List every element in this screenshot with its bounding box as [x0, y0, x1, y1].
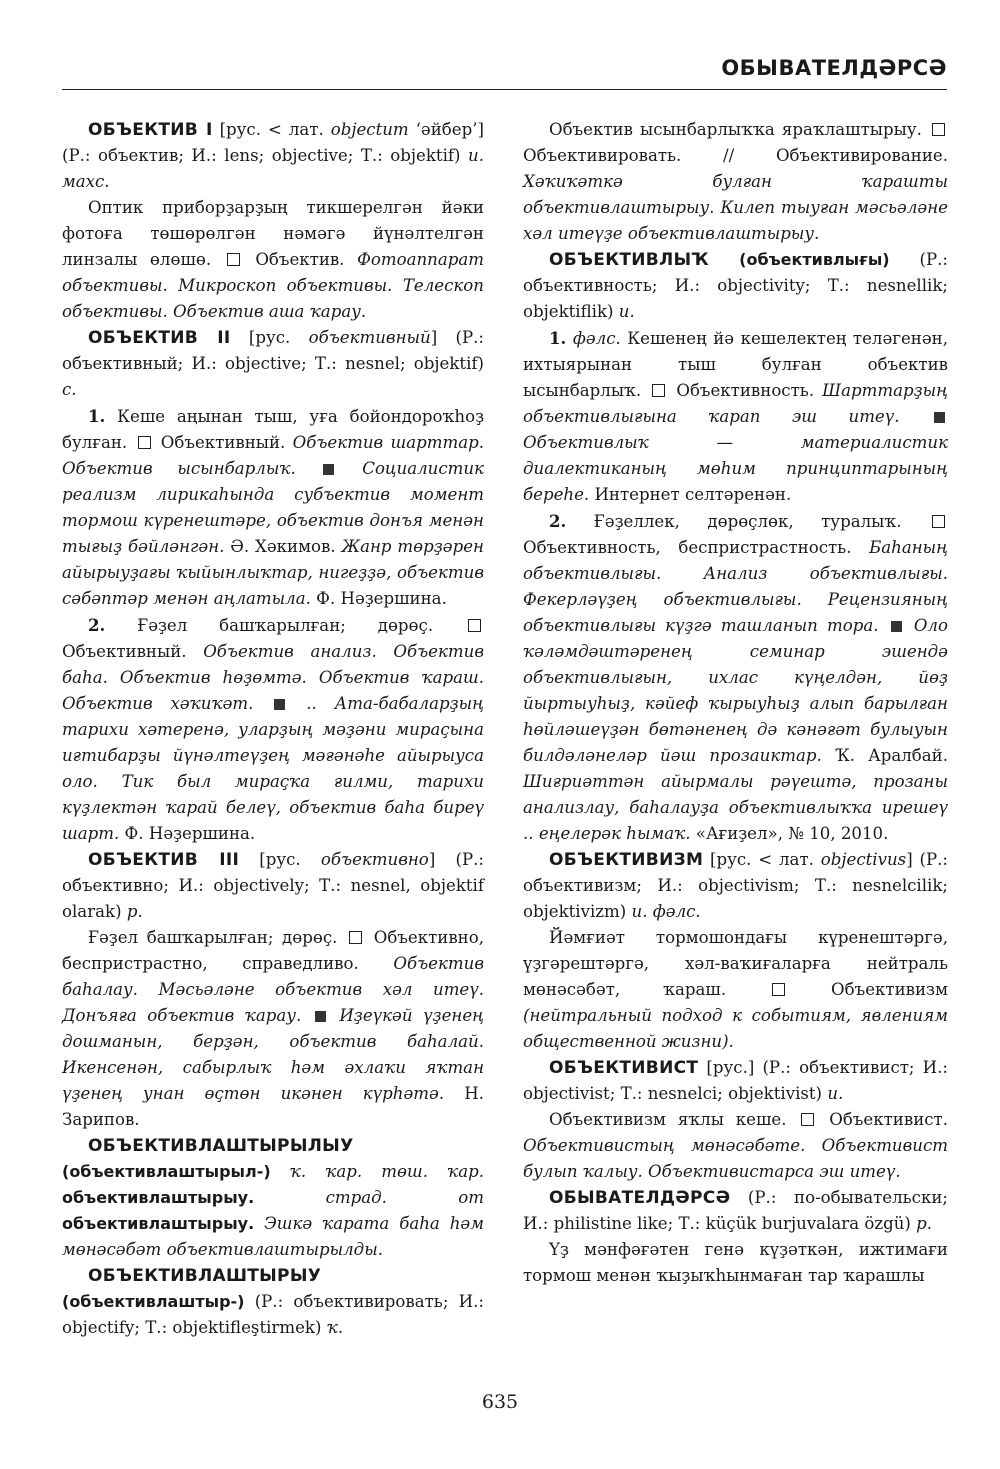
entry-text: Ғәҙеллек, дөрөҫлөк, туралыҡ. — [566, 512, 929, 531]
entry-text — [337, 459, 362, 478]
entry-paragraph — [62, 1263, 484, 1341]
entry-paragraph — [523, 847, 948, 925]
entry-text: Объективлыҡ — материалистик диалектиканың мөһим принциптарының береһе. — [523, 433, 948, 504]
entry-text: (объективлығы) — [708, 250, 890, 269]
entry-paragraph — [62, 117, 484, 195]
entry-text: [рус. < лат. — [703, 850, 821, 869]
filled-square-icon — [934, 412, 945, 423]
entry-text: Ф. Нәҙершина. — [119, 824, 256, 843]
entry-text: (Р.: по-обывательски; И.: philistine like; Т.: küçük burjuvalara özgü) — [523, 1188, 948, 1233]
entry-text — [254, 1188, 325, 1207]
entry-paragraph — [523, 117, 948, 247]
empty-square-icon — [138, 436, 151, 449]
entry-text: и. фәлс. — [631, 902, 701, 921]
filled-square-icon — [891, 621, 902, 632]
empty-square-icon — [652, 384, 665, 397]
entry-text — [254, 1214, 264, 1233]
entry-text: и. — [827, 1084, 844, 1103]
filled-square-icon — [274, 699, 285, 710]
entry-text — [879, 616, 888, 635]
entry-paragraph — [523, 508, 948, 847]
entry-text: Объективировать. // Объективирование. — [523, 146, 948, 165]
empty-square-icon — [468, 619, 481, 632]
filled-square-icon — [323, 464, 334, 475]
right-column — [523, 117, 948, 1289]
entry-text: Объектив ысынбарлыҡҡа яраҡлаштырыу. — [549, 120, 929, 139]
entry-text: Үҙ мәнфәғәтен генә күҙәткән, ижтимағи тормош менән ҡыҙыҡһынмаған тар ҡарашлы — [523, 1240, 948, 1285]
entry-paragraph — [523, 1237, 948, 1289]
header-rule — [62, 89, 947, 90]
entry-text: фәлс. — [572, 329, 621, 348]
entry-text: Ғәҙел башҡарылған; дөрөҫ. — [88, 928, 347, 947]
entry-text: ] (Р.: объективный; И.: objective; Т.: nesnel; objektif) — [62, 328, 484, 373]
filled-square-icon — [315, 1011, 326, 1022]
entry-text: Объективизм яҡлы кеше. — [549, 1110, 799, 1129]
entry-text: (Р.: объективировать; И.: objectify; Т.: objektifleştirmek) — [62, 1292, 484, 1337]
entry-text: Объектив баһалау. Мәсьәләне объектив хәл итеү. Донъяға объектив ҡарау. — [62, 954, 484, 1025]
entry-text: объективно — [320, 850, 429, 869]
entry-text: Оптик приборҙарҙың тикшерелгән йәки фотоға төшөрөлгән нәмәгә йүнәлтелгән линзалы өлөшө. — [62, 198, 484, 269]
entry-paragraph — [523, 325, 948, 508]
entry-text: объективлаштырыу. — [62, 1214, 255, 1233]
entry-text — [296, 459, 321, 478]
entry-paragraph — [62, 847, 484, 925]
entry-text: и. — [618, 302, 635, 321]
entry-paragraph — [523, 1107, 948, 1185]
entry-text: Ҡ. Аралбай. — [821, 746, 948, 765]
entry-paragraph — [62, 403, 484, 612]
entry-text: Интернет селтәренән. — [589, 485, 792, 504]
entry-text: Хәҡиҡәткә булған ҡарашты объективлаштырыу. Килеп тыуған мәсьәләне хәл итеүҙе объективлаштырыу. — [523, 172, 948, 243]
entry-text: Объективность. — [668, 381, 823, 400]
empty-square-icon — [349, 931, 362, 944]
headword: ОБЪЕКТИВЛЫҠ — [549, 250, 709, 270]
entry-text: ҡ. ҡар. төш. ҡар. — [289, 1162, 485, 1181]
empty-square-icon — [932, 123, 945, 136]
entry-text: (объективлаштырыл-) — [62, 1162, 271, 1181]
entry-text: Объективно, беспристрастно, справедливо. — [62, 928, 485, 973]
entry-text: (объективлаштыр-) — [62, 1292, 245, 1311]
headword: ОБЪЕКТИВИСТ — [549, 1058, 699, 1078]
entry-text: и. махс. — [62, 146, 484, 191]
entry-paragraph — [62, 925, 484, 1133]
empty-square-icon — [772, 983, 785, 996]
entry-text: Социалистик реализм лирикаһында субъектив момент тормош күренештәре, объектив донъя менән тығыҙ бәйләнгән. — [62, 459, 484, 556]
entry-paragraph — [62, 195, 484, 325]
entry-text — [288, 694, 306, 713]
entry-text — [900, 407, 932, 426]
page-number: 635 — [481, 1391, 519, 1413]
entry-text: Объективный. — [62, 642, 204, 661]
entry-text: ] (Р.: объективизм; И.: objectivism; Т.: nesnelcilik; objektivizm) — [523, 850, 948, 921]
entry-paragraph — [62, 325, 484, 403]
entry-text: Ғәҙел башҡарылған; дөрөҫ. — [105, 616, 465, 635]
headword: ОБЪЕКТИВ I — [88, 120, 213, 140]
entry-text: Оло ҡәләмдәштәренең семинар эшендә объективлығын, ихлас күңелдән, йөҙ йыртыуһыҙ, кәйеф ҡырыуһыҙ алып барылған һөйләшеүҙән бөтәненең дә кәнәғәт булыуын билдәләнеләр йәш прозаиктар. — [523, 616, 948, 765]
entry-text: Объективизм — [788, 980, 948, 999]
entry-text — [905, 616, 914, 635]
headword: ОБЪЕКТИВЛАШТЫРЫЛЫУ — [88, 1136, 354, 1156]
entry-text: Объектив. — [242, 250, 358, 269]
entry-text: Эшкә ҡарата баһа һәм мөнәсәбәт объективлаштырылды. — [62, 1214, 484, 1259]
entry-text: [рус. < лат. — [212, 120, 331, 139]
entry-text: р. — [916, 1214, 933, 1233]
entry-text: Объективистың мөнәсәбәте. Объективист булып ҡалыу. Объективистарса эш итеү. — [523, 1136, 948, 1181]
entry-text: .. Ата-бабаларҙың тарихи хәтеренә, уларҙың мәҙәни мираҫына иғтибарҙы йүнәлтеүҙең мәғәнәһе айырыуса оло. Тик был мираҫҡа ғилми, тарихи күҙлектән ҡарай белеү, объектив баһа биреү шарт. — [62, 694, 484, 843]
entry-text: 2. — [88, 615, 106, 635]
entry-text: Иҙеүкәй үҙенең дошманын, берҙән, объектив баһалай. Икенсенән, сабырлыҡ һәм әхлаҡи яҡтан үҙенең унан өҫтөн икәнен күрһәтә. — [62, 1006, 484, 1103]
entry-paragraph — [523, 247, 948, 325]
entry-text: Ф. Нәҙершина. — [310, 589, 447, 608]
entry-text: ҡ. — [326, 1318, 344, 1337]
entry-text: [рус. — [239, 850, 321, 869]
headword: ОБЫВАТЕЛДӘРСӘ — [549, 1188, 731, 1208]
entry-text: Объективность, беспристрастность. — [523, 538, 870, 557]
entry-text: Кешенең йә кешелектең теләгенән, ихтыярынан тыш булған объектив ысынбарлыҡ. — [523, 329, 948, 400]
entry-text: (нейтральный подход к событиям, явлениям общественной жизни). — [523, 1006, 948, 1051]
entry-text: объективлаштырыу. — [62, 1188, 255, 1207]
entry-text: Объектив анализ. Объектив баһа. Объектив һөҙөмтә. Объектив ҡараш. Объектив хәҡиҡәт. — [62, 642, 484, 713]
entry-text: ‘әйбер’] (Р.: объектив; И.: lens; objective; Т.: objektif) — [62, 120, 484, 165]
entry-text: Шарттарҙың объективлығына ҡарап эш итеү. — [523, 381, 948, 426]
entry-text: Объективный. — [153, 433, 293, 452]
entry-text: (Р.: объективность; И.: objectivity; Т.: nesnellik; objektiflik) — [523, 250, 949, 321]
entry-text: с. — [62, 380, 77, 399]
entry-text: Ә. Хәкимов. — [224, 537, 342, 556]
left-column — [62, 117, 484, 1341]
entry-text — [253, 694, 271, 713]
entry-paragraph — [523, 1185, 948, 1237]
entry-text: Объектив шарттар. Объектив ысынбарлыҡ. — [62, 433, 484, 478]
entry-text: Йәмғиәт тормошондағы күренештәргә, үҙгәрештәргә, хәл-ваҡиғаларға нейтраль мөнәсәбәт, ҡараш. — [523, 928, 948, 999]
entry-text: ] (Р.: объективно; И.: objectively; Т.: nesnel, objektif olarak) — [62, 850, 484, 921]
entry-text: 1. — [88, 406, 106, 426]
headword: ОБЪЕКТИВ III — [88, 850, 240, 870]
entry-text: objectivus — [820, 850, 907, 869]
entry-text: объективный — [308, 328, 431, 347]
entry-text: [рус.] (Р.: объективист; И.: objectivist; Т.: nesnelci; objektivist) — [523, 1058, 948, 1103]
entry-text: страд. от — [325, 1188, 484, 1207]
entry-text: objectum — [330, 120, 409, 139]
entry-text: Шиғриәттән айырмалы рәүештә, прозаны анализлау, баһалауҙа объективлыҡҡа ирешеү .. еңелерәк һымаҡ. — [523, 772, 948, 843]
entry-text: Кеше аңынан тыш, уға бойондороҡһоҙ булған. — [62, 407, 484, 452]
headword: ОБЪЕКТИВ II — [88, 328, 231, 348]
entry-paragraph — [523, 1055, 948, 1107]
entry-paragraph — [523, 925, 948, 1055]
entry-paragraph — [62, 1133, 484, 1263]
entry-text: [рус. — [230, 328, 309, 347]
entry-paragraph — [62, 612, 484, 847]
entry-text: Объективист. — [817, 1110, 948, 1129]
entry-text: р. — [126, 902, 143, 921]
entry-text — [301, 1006, 312, 1025]
headword: ОБЪЕКТИВИЗМ — [549, 850, 704, 870]
running-head: ОБЫВАТЕЛДӘРСӘ — [721, 56, 947, 80]
entry-text — [271, 1162, 290, 1181]
empty-square-icon — [932, 515, 945, 528]
entry-text: 2. — [549, 511, 567, 531]
entry-text: Фотоаппарат объективы. Микроскоп объективы. Телескоп объективы. Объектив аша ҡарау. — [62, 250, 484, 321]
entry-text: Жанр төрҙәрен айырыуҙағы ҡыйынлыҡтар, нигеҙҙә, объектив сәбәптәр менән аңлатыла. — [62, 537, 484, 608]
entry-text: 1. — [549, 328, 567, 348]
empty-square-icon — [801, 1113, 814, 1126]
entry-text: «Ағиҙел», № 10, 2010. — [690, 824, 889, 843]
entry-text: Баһаның объективлығы. Анализ объективлығы. Фекерләүҙең объективлығы. Рецензияның объективлығы күҙгә ташланып тора. — [523, 538, 948, 635]
empty-square-icon — [227, 253, 240, 266]
entry-text: Н. Зарипов. — [62, 1084, 484, 1129]
entry-text — [329, 1006, 340, 1025]
headword: ОБЪЕКТИВЛАШТЫРЫУ — [88, 1266, 322, 1286]
